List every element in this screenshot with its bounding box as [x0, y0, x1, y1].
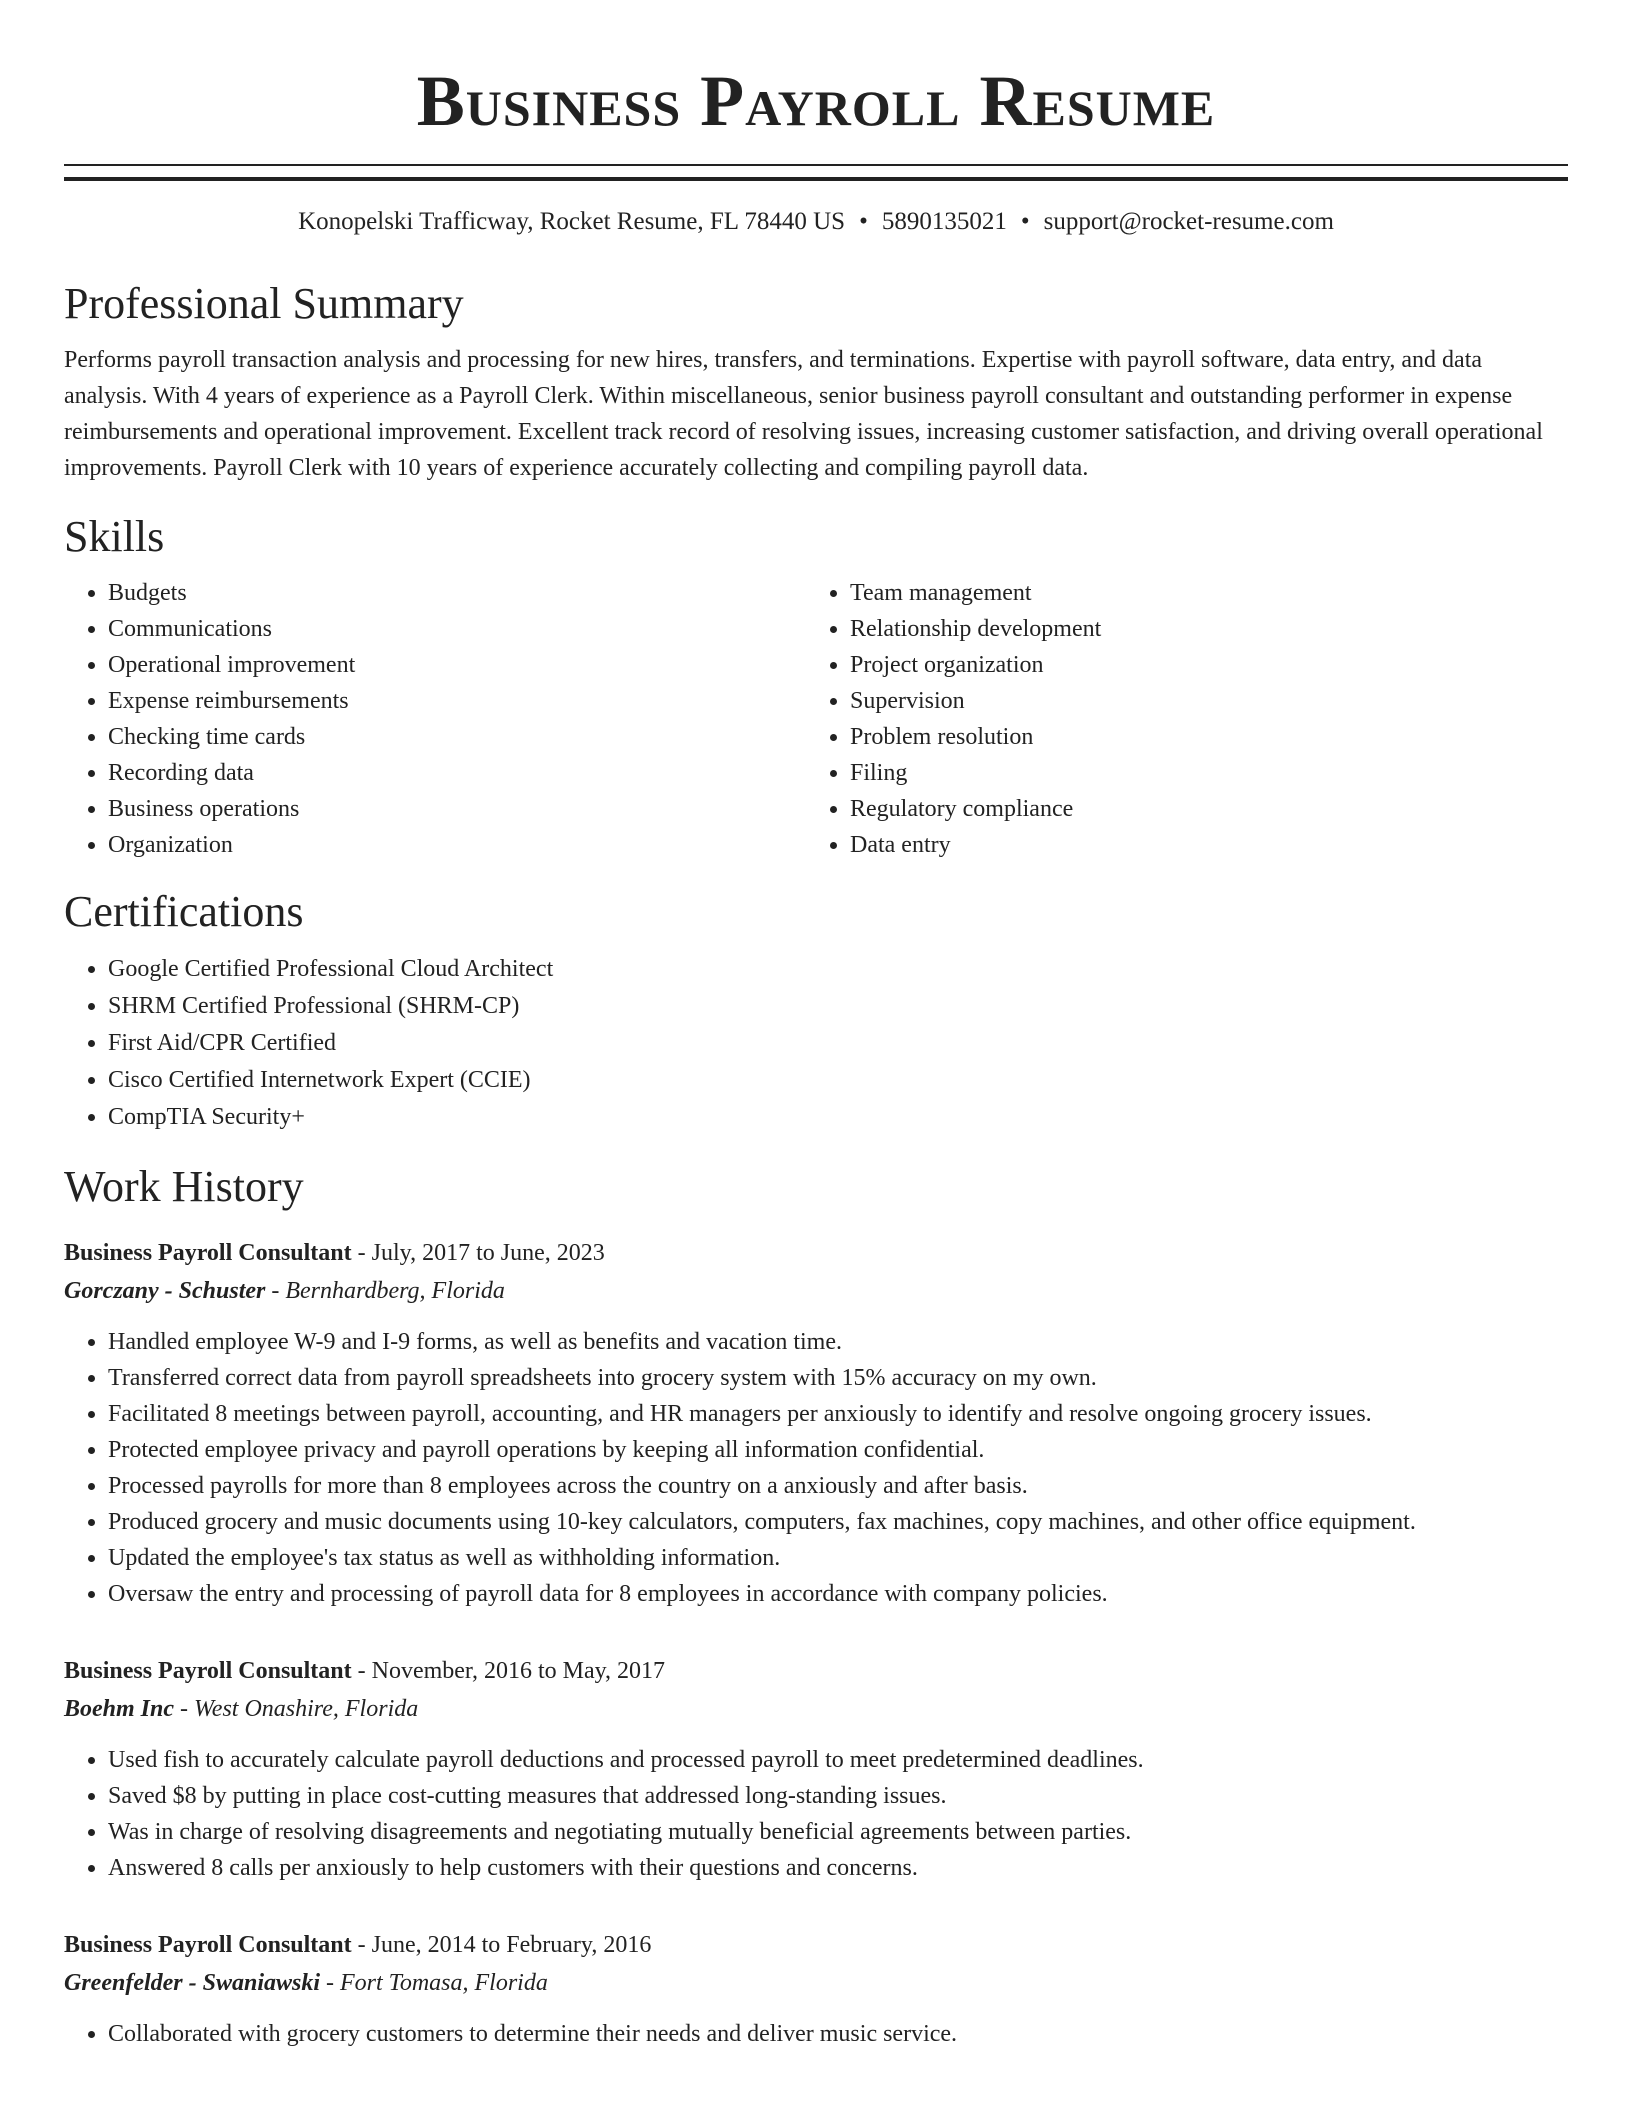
resume-title: Business Payroll Resume — [416, 61, 1216, 141]
job-bullet: • Was in charge of resolving disagreements and negotiating mutually beneficial agreements between parties. — [108, 1814, 1568, 1850]
skills-grid — [64, 575, 1568, 863]
contact-address: Konopelski Trafficway, Rocket Resume, FL 78440 US — [298, 208, 846, 235]
job-bullet: • Saved $8 by putting in place cost-cutting measures that addressed long-standing issues. — [108, 1778, 1568, 1814]
skills-list-right — [806, 575, 1568, 863]
job-entry — [64, 1926, 1568, 2052]
job-company: Greenfelder - Swaniawski — [64, 1970, 321, 1996]
job-company: Boehm Inc — [64, 1696, 175, 1722]
job-company: Gorczany - Schuster — [64, 1278, 266, 1304]
work-history-heading: Work History — [64, 1162, 304, 1211]
job-bullet: • Transferred correct data from payroll spreadsheets into grocery system with 15% accuracy on my own. — [108, 1360, 1568, 1396]
skill-item: • Budgets — [108, 575, 806, 611]
certification-item: • Cisco Certified Internetwork Expert (CCIE) — [108, 1062, 1568, 1099]
job-company-line — [64, 1272, 1568, 1310]
job-location: - Fort Tomasa, Florida — [320, 1970, 548, 1996]
certifications-list — [64, 951, 1568, 1136]
contact-separator: • — [1020, 208, 1030, 235]
skill-item: • Organization — [108, 827, 806, 863]
job-bullets — [64, 1742, 1568, 1886]
skill-item: • Problem resolution — [850, 719, 1568, 755]
job-entry — [64, 1652, 1568, 1886]
certification-item: • Google Certified Professional Cloud Architect — [108, 951, 1568, 988]
job-bullet: • Oversaw the entry and processing of payroll data for 8 employees in accordance with company policies. — [108, 1576, 1568, 1612]
skill-item: • Supervision — [850, 683, 1568, 719]
skill-item: • Checking time cards — [108, 719, 806, 755]
summary-section — [64, 277, 1568, 486]
job-dates: - November, 2016 to May, 2017 — [351, 1658, 666, 1684]
certification-item: • First Aid/CPR Certified — [108, 1025, 1568, 1062]
skill-item: • Recording data — [108, 755, 806, 791]
job-title-line — [64, 1652, 1568, 1690]
job-bullet: • Produced grocery and music documents using 10-key calculators, computers, fax machines, copy machines, and other office equipment. — [108, 1504, 1568, 1540]
job-title-line — [64, 1234, 1568, 1272]
contact-email: support@rocket-resume.com — [1043, 208, 1334, 235]
job-bullet: • Used fish to accurately calculate payroll deductions and processed payroll to meet predetermined deadlines. — [108, 1742, 1568, 1778]
job-company-line — [64, 1690, 1568, 1728]
job-bullets — [64, 2016, 1568, 2052]
job-bullet: • Processed payrolls for more than 8 employees across the country on a anxiously and after basis. — [108, 1468, 1568, 1504]
certifications-section — [64, 885, 1568, 1136]
job-location: - Bernhardberg, Florida — [265, 1278, 505, 1304]
job-company-line — [64, 1964, 1568, 2002]
job-bullet: • Facilitated 8 meetings between payroll, accounting, and HR managers per anxiously to identify and resolve ongoing grocery issues. — [108, 1396, 1568, 1432]
job-role: Business Payroll Consultant — [64, 1658, 352, 1684]
contact-phone: 5890135021 — [881, 208, 1007, 235]
work-history-section — [64, 1160, 1568, 2052]
job-dates: - June, 2014 to February, 2016 — [351, 1932, 652, 1958]
skill-item: • Data entry — [850, 827, 1568, 863]
job-bullet: • Collaborated with grocery customers to determine their needs and deliver music service. — [108, 2016, 1568, 2052]
job-bullets — [64, 1324, 1568, 1612]
job-entry — [64, 1234, 1568, 1612]
skill-item: • Expense reimbursements — [108, 683, 806, 719]
certifications-heading: Certifications — [64, 887, 304, 936]
contact-line — [64, 205, 1568, 239]
skills-section — [64, 510, 1568, 863]
skills-list-left — [64, 575, 806, 863]
job-title-line — [64, 1926, 1568, 1964]
job-bullet: • Handled employee W-9 and I-9 forms, as well as benefits and vacation time. — [108, 1324, 1568, 1360]
skill-item: • Filing — [850, 755, 1568, 791]
skill-item: • Project organization — [850, 647, 1568, 683]
skill-item: • Business operations — [108, 791, 806, 827]
skill-item: • Relationship development — [850, 611, 1568, 647]
job-role: Business Payroll Consultant — [64, 1240, 352, 1266]
certification-item: • CompTIA Security+ — [108, 1099, 1568, 1136]
skill-item: • Communications — [108, 611, 806, 647]
contact-separator: • — [859, 208, 868, 235]
skill-item: • Operational improvement — [108, 647, 806, 683]
job-dates: - July, 2017 to June, 2023 — [351, 1240, 605, 1266]
skill-item: • Team management — [850, 575, 1568, 611]
job-role: Business Payroll Consultant — [64, 1932, 352, 1958]
summary-text: Performs payroll transaction analysis and processing for new hires, transfers, and terminations. Expertise with payroll software, data entry, and data analysis. With 4 years of experience as a Payroll Clerk. Within miscellaneous, senior business payroll consultant and outstanding performer in expense reimbursements and operational improvement. Excellent track record of resolving issues, increasing customer satisfaction, and driving overall operational improvements. Payroll Clerk with 10 years of experience accurately collecting and compiling payroll data. — [64, 347, 1543, 481]
skills-heading: Skills — [64, 512, 165, 561]
job-location: - West Onashire, Florida — [174, 1696, 419, 1722]
job-bullet: • Protected employee privacy and payroll operations by keeping all information confidential. — [108, 1432, 1568, 1468]
certification-item: • SHRM Certified Professional (SHRM-CP) — [108, 988, 1568, 1025]
summary-heading: Professional Summary — [64, 279, 464, 328]
skill-item: • Regulatory compliance — [850, 791, 1568, 827]
title-double-rule — [64, 164, 1568, 181]
job-bullet: • Updated the employee's tax status as well as withholding information. — [108, 1540, 1568, 1576]
job-bullet: • Answered 8 calls per anxiously to help customers with their questions and concerns. — [108, 1850, 1568, 1886]
